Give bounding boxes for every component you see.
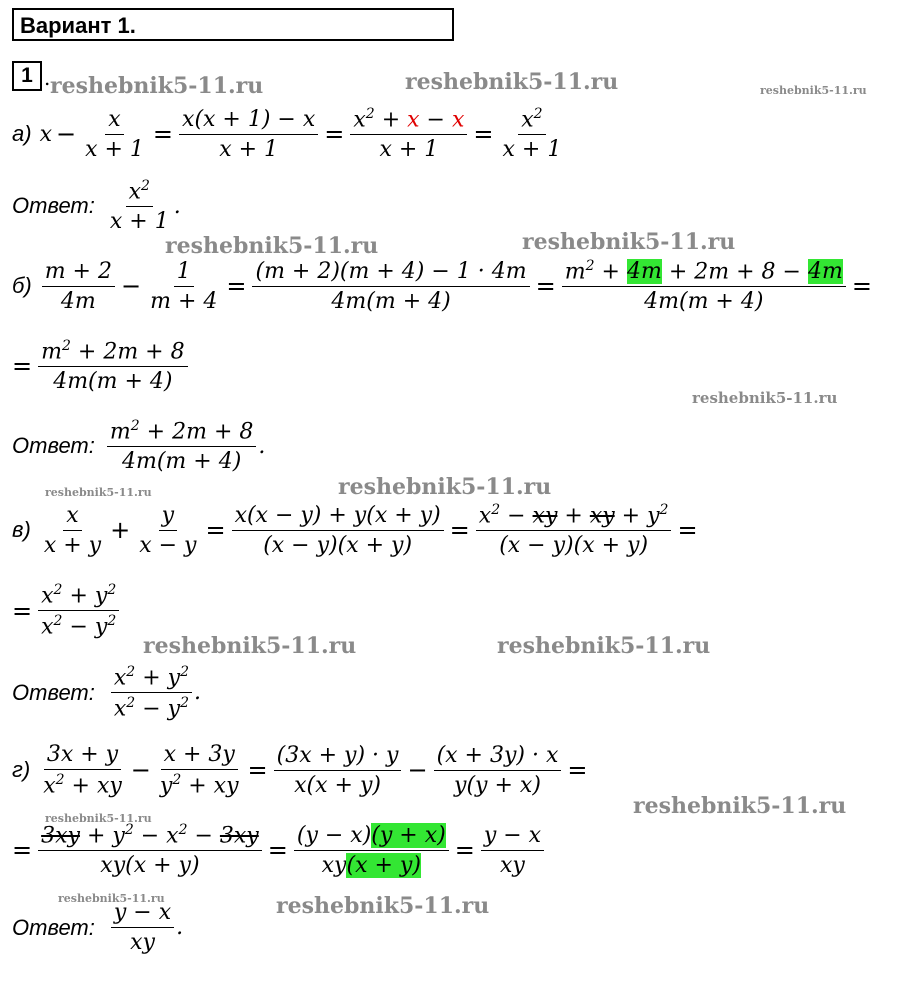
cancelled-term: xy	[589, 503, 615, 529]
cancelled-term: xy	[532, 503, 558, 529]
answer-label: Ответ:	[12, 433, 95, 459]
fraction: $\frac{3x + y}{x^2 + xy}$	[43, 742, 122, 799]
watermark: reshebnik5-11.ru	[143, 633, 357, 659]
fraction: $\frac{y - x}{xy}$	[481, 823, 544, 878]
fraction: $\frac{m^2 + 2m + 8}{4m(m + 4)}$	[38, 338, 188, 394]
cancelled-term: 3xy	[219, 823, 259, 849]
fraction: $\frac{x^2}{x + 1}$	[109, 178, 169, 235]
fraction: $\frac{y}{x - y}$	[139, 502, 197, 558]
watermark: reshebnik5-11.ru	[50, 73, 264, 99]
fraction: $\frac{x^2 + x - x}{x + 1}$	[350, 106, 467, 162]
fraction: $\frac{1}{m + 4}$	[150, 258, 218, 314]
fraction: $\frac{x(x + 1) - x}{x + 1}$	[179, 107, 318, 162]
part-b-equation: б) $\frac{m + 2}{4m}$ − $\frac{1}{m + 4}$ = $\frac{(m + 2)(m + 4) - 1 \cdot 4m}{4m(m + 4)}$ = $\frac{m^2 + 4m + 2m + 8 - 4m}{4m(m + 4)}$ =	[12, 258, 872, 315]
part-v-label: в)	[12, 517, 31, 543]
watermark: reshebnik5-11.ru	[760, 84, 867, 97]
part-b-label: б)	[12, 273, 32, 299]
watermark: reshebnik5-11.ru	[497, 633, 711, 659]
highlighted-term: (y + x)	[371, 822, 446, 848]
part-v-equation: в) $\frac{x}{x + y}$ + $\frac{y}{x - y}$ = $\frac{x(x - y) + y(x + y)}{(x - y)(x + y)}$ = $\frac{x^2 - xy + xy + y^2}{(x - y)(x + y)}$ =	[12, 502, 698, 559]
fraction: $\frac{x}{x + 1}$	[85, 106, 144, 162]
part-g-equation: г) $\frac{3x + y}{x^2 + xy}$ − $\frac{x + 3y}{y^2 + xy}$ = $\frac{(3x + y) \cdot y}{x(x + y)}$ − $\frac{(x + 3y) \cdot x}{y(y + x)}$ =	[12, 742, 588, 799]
cancelled-term: 3xy	[41, 823, 80, 849]
task-number-box	[12, 61, 42, 91]
fraction: $\frac{m^2 + 4m + 2m + 8 - 4m}{4m(m + 4)}$	[562, 258, 846, 314]
answer-label: Ответ:	[12, 679, 95, 705]
part-g-label: г)	[12, 757, 31, 783]
fraction: $\frac{(x + 3y) \cdot x}{y(y + x)}$	[434, 743, 562, 798]
cancelled-term: x	[407, 107, 420, 133]
fraction: $\frac{m + 2}{4m}$	[42, 259, 115, 314]
part-a-label: а)	[12, 121, 32, 147]
highlighted-term: 4m	[626, 259, 662, 285]
part-b-result: = $\frac{m^2 + 2m + 8}{4m(m + 4)}$	[12, 338, 190, 394]
watermark: reshebnik5-11.ru	[405, 69, 619, 95]
fraction: $\frac{x^2 + y^2}{x^2 - y^2}$	[38, 582, 119, 640]
cancelled-term: x	[451, 107, 465, 133]
fraction: $\frac{x(x - y) + y(x + y)}{(x - y)(x + y)}$	[232, 503, 444, 558]
fraction: $\frac{y - x}{xy}$	[111, 900, 174, 955]
part-b-answer: Ответ: $\frac{m^2 + 2m + 8}{4m(m + 4)}$ .	[12, 418, 266, 475]
fraction: $\frac{x}{x + y}$	[43, 502, 102, 558]
fraction: $\frac{(m + 2)(m + 4) - 1 \cdot 4m}{4m(m + 4)}$	[252, 259, 529, 314]
answer-label: Ответ:	[12, 193, 95, 219]
fraction: $\frac{x^2 - xy + xy + y^2}{(x - y)(x + y)}$	[476, 502, 672, 558]
watermark: reshebnik5-11.ru	[45, 486, 152, 499]
fraction: $\frac{m^2 + 2m + 8}{4m(m + 4)}$	[107, 418, 257, 474]
fraction: $\frac{x + 3y}{y^2 + xy}$	[159, 742, 239, 799]
highlighted-term: 4m	[807, 259, 843, 285]
watermark: reshebnik5-11.ru	[58, 892, 165, 905]
variant-title-box: Вариант 1.	[12, 8, 454, 41]
fraction: $\frac{(3x + y) \cdot y}{x(x + y)}$	[274, 743, 402, 798]
fraction: $\frac{x^2}{x + 1}$	[502, 106, 562, 163]
watermark: reshebnik5-11.ru	[276, 893, 490, 919]
fraction: $\frac{3xy + y^2 - x^2 - 3xy}{xy(x + y)}$	[38, 822, 262, 878]
fraction: $\frac{x^2 + y^2}{x^2 - y^2}$	[111, 664, 192, 722]
variant-title: Вариант 1	[20, 13, 130, 38]
part-v-answer: Ответ: $\frac{x^2 + y^2}{x^2 - y^2}$ .	[12, 664, 201, 722]
fraction: $\frac{(y - x)(y + x)}{xy(x + y)}$	[294, 823, 449, 878]
highlighted-term: (x + y)	[346, 852, 421, 878]
task-number: 1	[21, 64, 33, 87]
watermark: reshebnik5-11.ru	[522, 229, 736, 255]
part-g-result: = $\frac{3xy + y^2 - x^2 - 3xy}{xy(x + y)}$ = $\frac{(y - x)(y + x)}{xy(x + y)}$ = $\frac{y - x}{xy}$	[12, 822, 546, 878]
part-a-answer: Ответ: $\frac{x^2}{x + 1}$ .	[12, 178, 181, 235]
part-a-equation: а) x − $\frac{x}{x + 1}$ = $\frac{x(x + 1) - x}{x + 1}$ = $\frac{x^2 + x - x}{x + 1}$ = $\frac{x^2}{x + 1}$	[12, 106, 566, 162]
watermark: reshebnik5-11.ru	[633, 793, 847, 819]
answer-label: Ответ:	[12, 914, 95, 940]
watermark: reshebnik5-11.ru	[45, 812, 152, 825]
watermark: reshebnik5-11.ru	[165, 233, 379, 259]
watermark: reshebnik5-11.ru	[692, 389, 838, 407]
part-g-answer: Ответ: $\frac{y - x}{xy}$ .	[12, 900, 184, 955]
watermark: reshebnik5-11.ru	[338, 474, 552, 500]
part-v-result: = $\frac{x^2 + y^2}{x^2 - y^2}$	[12, 582, 121, 640]
